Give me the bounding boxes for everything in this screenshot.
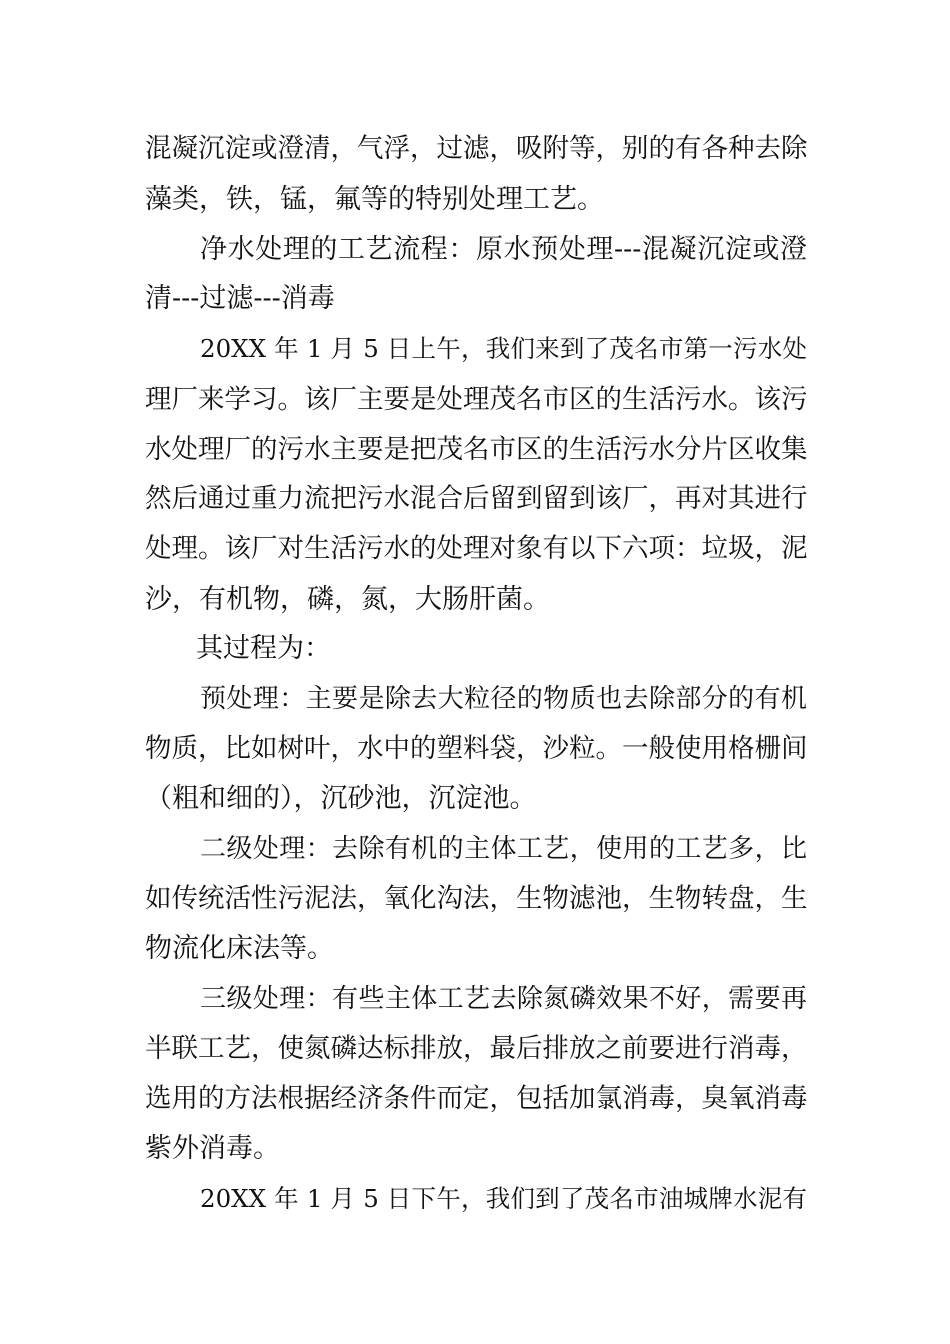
text-line: 沙，有机物，磷，氮，大肠肝菌。 <box>145 584 550 615</box>
text-line: 二级处理：去除有机的主体工艺，使用的工艺多，比 <box>200 834 807 864</box>
text-line: 如传统活性污泥法，氧化沟法，生物滤池，生物转盘，生 <box>145 883 808 914</box>
text-line: 水处理厂的污水主要是把茂名市区的生活污水分片区收集 <box>145 434 808 465</box>
text-line: 净水处理的工艺流程：原水预处理---混凝沉淀或澄 <box>200 234 807 265</box>
text-line: 物质，比如树叶，水中的塑料袋，沙粒。一般使用格栅间 <box>145 733 808 764</box>
text-line: 物流化床法等。 <box>145 933 334 964</box>
text-line: 半联工艺，使氮磷达标排放，最后排放之前要进行消毒， <box>145 1033 808 1064</box>
text-line: 混凝沉淀或澄清，气浮，过滤，吸附等，别的有各种去除 <box>145 133 808 164</box>
text-line: 三级处理：有些主体工艺去除氮磷效果不好，需要再 <box>200 984 807 1014</box>
text-line: 其过程为： <box>196 633 331 664</box>
text-line: 藻类，铁，锰，氟等的特别处理工艺。 <box>145 184 604 215</box>
text-line: 选用的方法根据经济条件而定，包括加氯消毒，臭氧消毒 <box>145 1083 808 1114</box>
text-line: 20XX 年 1 月 5 日下午，我们到了茂名市油城牌水泥有 <box>200 1184 807 1213</box>
text-line: 紫外消毒。 <box>145 1133 280 1164</box>
text-line: （粗和细的），沉砂池，沉淀池。 <box>145 783 537 814</box>
text-line: 然后通过重力流把污水混合后留到留到该厂，再对其进行 <box>145 483 808 514</box>
text-line: 处理。该厂对生活污水的处理对象有以下六项：垃圾，泥 <box>145 533 808 564</box>
text-line: 清---过滤---消毒 <box>145 283 335 314</box>
text-line: 预处理：主要是除去大粒径的物质也去除部分的有机 <box>200 684 807 714</box>
text-line: 20XX 年 1 月 5 日上午，我们来到了茂名市第一污水处 <box>200 334 807 363</box>
text-line: 理厂来学习。该厂主要是处理茂名市区的生活污水。该污 <box>145 384 808 415</box>
